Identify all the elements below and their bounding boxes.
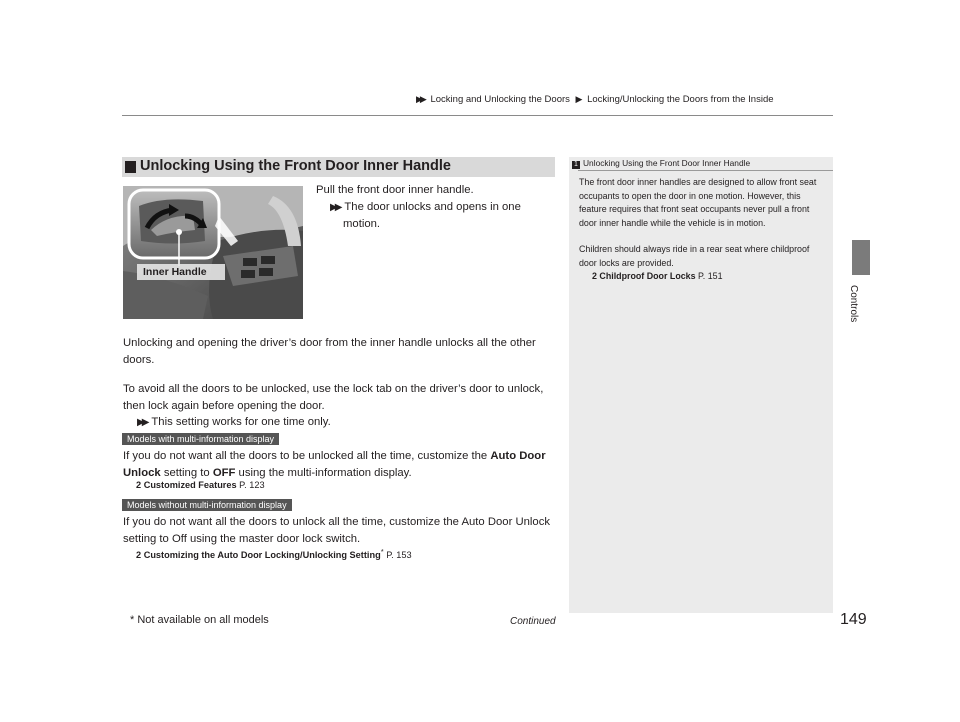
- note-paragraph-1: The front door inner handles are designed to allow front seat occupants to open the door in one motion. However, this feature requires that front seat occupants never pull a front door inner handle while the vehicle is in motion.: [579, 177, 817, 228]
- note-title: 1 Unlocking Using the Front Door Inner Handle: [572, 158, 750, 169]
- paragraph-avoid-unlock: [123, 381, 555, 432]
- badge-without-mid: Models without multi-information display: [122, 499, 292, 511]
- triangle-right-icon: ▶▶: [137, 417, 147, 428]
- note-number-icon: 1: [572, 161, 580, 169]
- paragraph-with-mid: If you do not want all the doors to be unlocked all the time, customize the Auto Door Unlock setting to OFF using the multi-information display.: [123, 450, 546, 479]
- paragraph-driver-door: Unlocking and opening the driver’s door from the inner handle unlocks all the other doors.: [123, 337, 536, 366]
- chapter-tab-label: Controls: [848, 285, 859, 323]
- note-body: [579, 176, 829, 284]
- double-chevron-right-icon: ▶▶: [416, 94, 424, 104]
- footnote-star: *: [380, 547, 384, 556]
- inner-handle-callout: Inner Handle: [143, 266, 207, 278]
- breadcrumb: [416, 94, 774, 105]
- triangle-right-icon: ▶▶: [330, 201, 340, 213]
- paragraph-without-mid: If you do not want all the doors to unlock all the time, customize the Auto Door Unlock setting to Off using the master door lock switch.: [123, 516, 550, 545]
- footnote: * Not available on all models: [130, 614, 269, 626]
- square-bullet-icon: [125, 161, 136, 173]
- ref-auto-door-locking[interactable]: 2 Customizing the Auto Door Locking/Unlocking Setting* P. 153: [136, 547, 412, 561]
- page-reference-icon: 2: [592, 271, 597, 281]
- chapter-tab[interactable]: [852, 240, 870, 275]
- paragraph-avoid-unlock-result: ▶▶ This setting works for one time only.: [137, 416, 331, 428]
- ref-childproof-locks[interactable]: 2 Childproof Door Locks P. 151: [592, 271, 723, 281]
- intro-result: ▶▶ The door unlocks and opens in one: [330, 200, 521, 213]
- intro-result-cont: motion.: [343, 218, 381, 230]
- continued-label: Continued: [510, 616, 556, 627]
- breadcrumb-current: Locking/Unlocking the Doors from the Inside: [587, 94, 774, 105]
- page-number: 149: [840, 611, 867, 628]
- ref-customized-features[interactable]: 2 Customized Features P. 123: [136, 480, 265, 490]
- door-interior-image: [123, 186, 303, 319]
- door-handle-illustration: [123, 186, 303, 319]
- setting-name: Auto Door Unlock: [123, 450, 546, 479]
- note-paragraph-2: Children should always ride in a rear seat where childproof door locks are provided.: [579, 244, 810, 268]
- badge-with-mid: Models with multi-information display: [122, 433, 279, 445]
- page-reference-icon: 2: [136, 480, 142, 490]
- header-divider: [122, 115, 833, 116]
- paragraph-avoid-unlock-text: To avoid all the doors to be unlocked, use the lock tab on the driver’s door to unlock, then lock again before opening the door.: [123, 383, 544, 412]
- breadcrumb-parent[interactable]: Locking and Unlocking the Doors: [430, 94, 570, 105]
- note-divider: [578, 170, 833, 171]
- setting-value: OFF: [212, 466, 236, 479]
- page-reference-icon: 2: [136, 550, 142, 561]
- chevron-right-icon: ▶: [575, 94, 583, 104]
- section-header: [122, 157, 555, 177]
- intro-text: Pull the front door inner handle.: [316, 184, 474, 196]
- intro-instruction: [316, 182, 556, 233]
- section-title: Unlocking Using the Front Door Inner Handle: [140, 158, 451, 174]
